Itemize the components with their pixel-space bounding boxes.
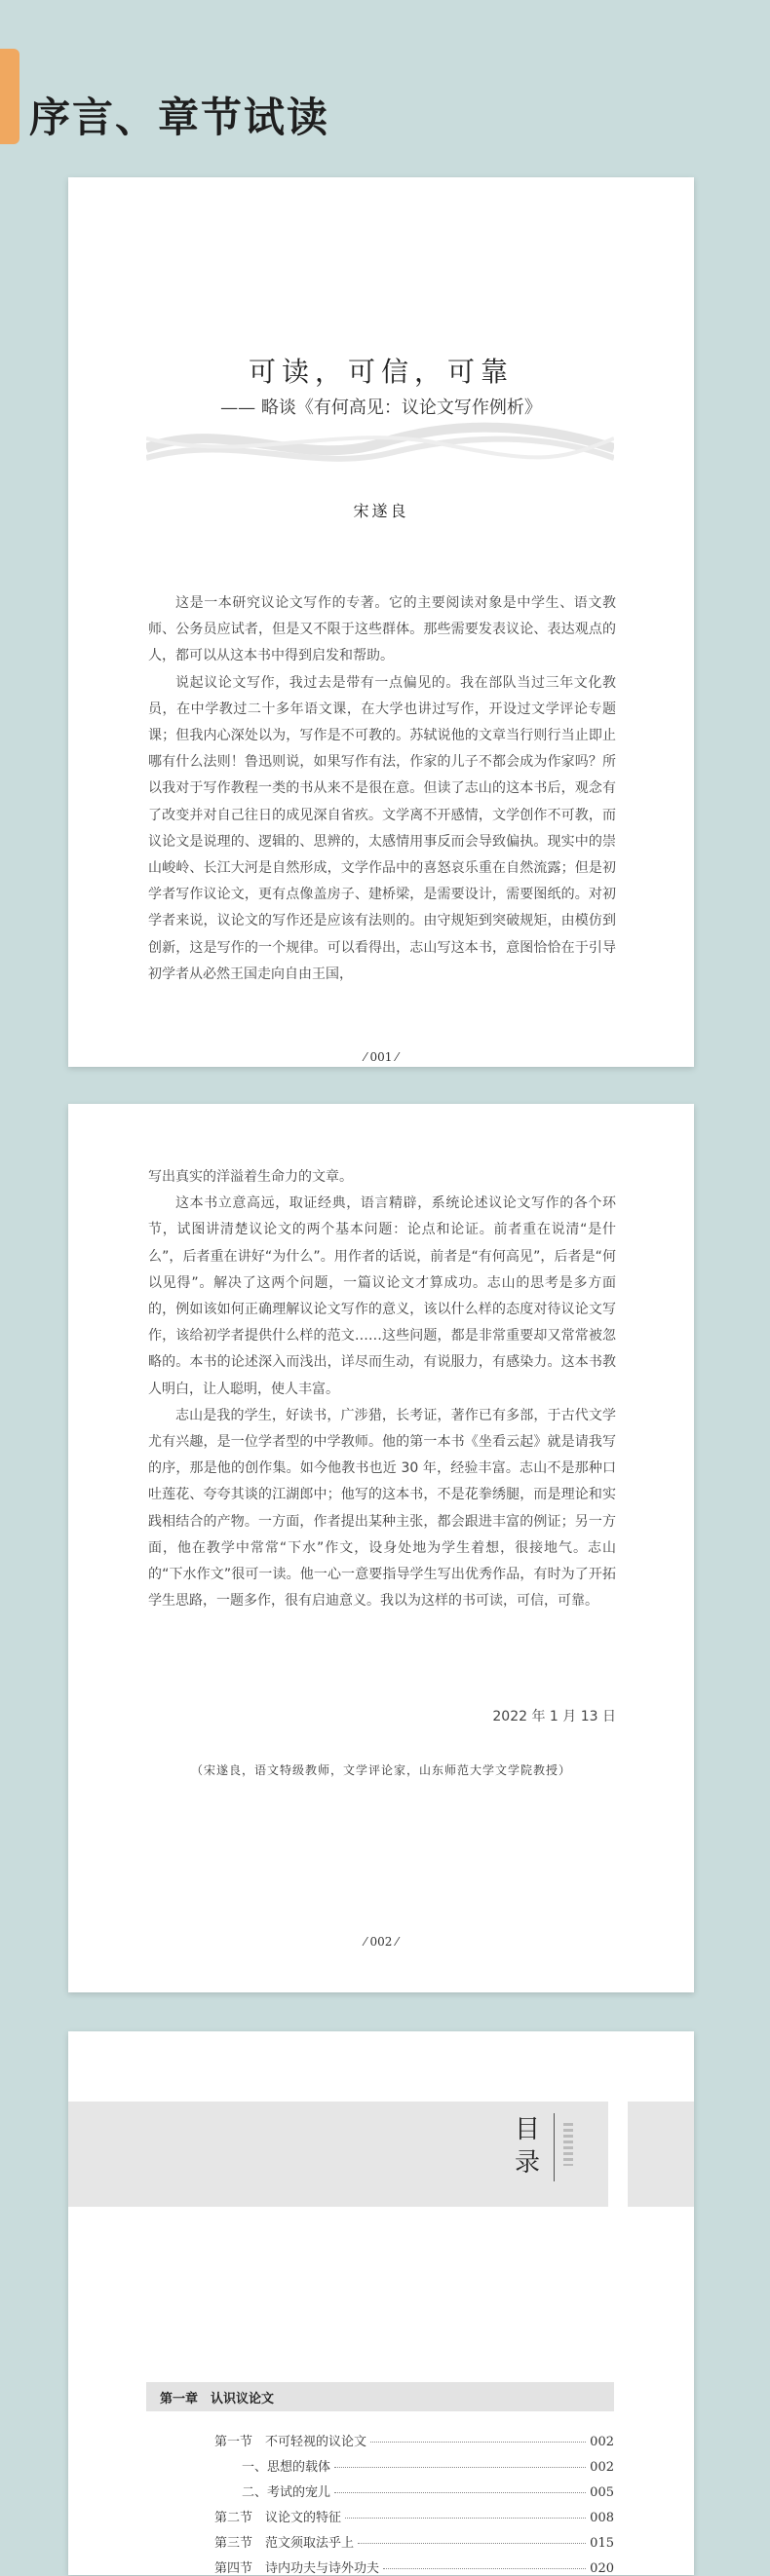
toc-entry[interactable] xyxy=(214,2507,614,2525)
paragraph: 说起议论文写作，我过去是带有一点偏见的。我在部队当过三年文化教员，在中学教过二十多年语文课，在大学也讲过写作，开设过文学评论专题课；但我内心深处以为，写作是不可教的。苏轼说他的文章当行则行当止即止哪有什么法则！鲁迅则说，如果写作有法，作家的儿子不都会成为作家吗？所以我对于写作教程一类的书从来不是很在意。但读了志山的这本书后，观念有了改变并对自己往日的成见深自省疚。文学离不开感情，文学创作不可教，而议论文是说理的、逻辑的、思辨的，太感情用事反而会导致偏执。现实中的崇山峻岭、长江大河是自然形成，文学作品中的喜怒哀乐重在自然流露；但是初学者写作议论文，更有点像盖房子、建桥梁，是需要设计，需要图纸的。对初学者来说，议论文的写作还是应该有法则的。由守规矩到突破规矩，由模仿到创新，这是写作的一个规律。可以看得出，志山写这本书，意图恰恰在于引导初学者从必然王国走向自由王国， xyxy=(148,674,616,982)
book-page-1 xyxy=(68,177,694,1067)
toc-header-band xyxy=(68,2102,694,2207)
toc-entry-label: 第三节 范文须取法乎上 xyxy=(214,2536,355,2551)
preface-body xyxy=(148,590,616,988)
paragraph: 这是一本研究议论文写作的专著。它的主要阅读对象是中学生、语文教师、公务员应试者，但是又不限于这些群体。那些需要发表议论、表达观点的人，都可以从这本书中得到启发和帮助。 xyxy=(148,595,616,664)
toc-entry-page: 020 xyxy=(590,2561,614,2576)
toc-entry-page: 002 xyxy=(590,2460,614,2475)
preface-title: 可读，可信，可靠 xyxy=(248,356,514,388)
toc-entry-label: 二、考试的宠儿 xyxy=(242,2485,331,2500)
book-page-toc xyxy=(68,2031,694,2575)
toc-entry[interactable] xyxy=(214,2431,614,2449)
toc-entry-page: 002 xyxy=(590,2435,614,2449)
paragraph: 这本书立意高远，取证经典，语言精辟，系统论述议论文写作的各个环节，试图讲清楚议论文的两个基本问题：论点和论证。前者重在说清“是什么”，后者重在讲好“为什么”。用作者的话说，前者是“有何高见”，后者是“何以见得”。解决了这两个问题，一篇议论文才算成功。志山的思考是多方面的，例如该如何正确理解议论文写作的意义，该以什么样的态度对待议论文写作，该给初学者提供什么样的范文……这些问题，都是非常重要却又常常被忽略的。本书的论述深入而浅出，详尽而生动，有说服力，有感染力。这本书教人明白，让人聪明，使人丰富。 xyxy=(148,1195,616,1397)
toc-entry[interactable] xyxy=(214,2532,614,2551)
book-page-2 xyxy=(68,1104,694,1992)
toc-leader xyxy=(370,2442,586,2443)
toc-decor xyxy=(563,2123,573,2166)
toc-divider xyxy=(554,2113,555,2181)
toc-entry[interactable] xyxy=(242,2456,614,2475)
toc-leader xyxy=(345,2518,586,2519)
author-note: （宋遂良，语文特级教师，文学评论家，山东师范大学文学院教授） xyxy=(190,1763,571,1777)
toc-entry-label: 第二节 议论文的特征 xyxy=(214,2511,342,2525)
header-accent-tab xyxy=(0,49,19,144)
toc-entry-label: 第四节 诗内功夫与诗外功夫 xyxy=(214,2561,380,2576)
toc-entry-page: 005 xyxy=(590,2485,614,2500)
toc-heading: 目录 xyxy=(514,2115,540,2178)
page-number: ⁄ 001 ⁄ xyxy=(364,1050,399,1064)
toc-entry-page: 008 xyxy=(590,2511,614,2525)
toc-leader xyxy=(383,2568,586,2569)
toc-entry[interactable] xyxy=(242,2481,614,2500)
decorative-wave xyxy=(146,409,614,477)
paragraph: 写出真实的洋溢着生命力的文章。 xyxy=(148,1169,353,1185)
preface-body-continued xyxy=(148,1164,616,1614)
toc-leader xyxy=(334,2467,586,2468)
toc-entry[interactable] xyxy=(214,2557,614,2576)
section-title: 序言、章节试读 xyxy=(29,94,330,141)
preface-date: 2022 年 1 月 13 日 xyxy=(492,1709,616,1724)
toc-entry-page: 015 xyxy=(590,2536,614,2551)
page-number: ⁄ 002 ⁄ xyxy=(364,1935,399,1949)
chapter-title: 第一章 认识议论文 xyxy=(160,2392,275,2406)
toc-entry-label: 一、思想的载体 xyxy=(242,2460,331,2475)
toc-entry-label: 第一节 不可轻视的议论文 xyxy=(214,2435,367,2449)
preface-subtitle: —— 略谈《有何高见：议论文写作例析》 xyxy=(220,398,542,418)
chapter-bar xyxy=(146,2382,614,2411)
paragraph: 志山是我的学生，好读书，广涉猎，长考证，著作已有多部，于古代文学尤有兴趣，是一位学者型的中学教师。他的第一本书《坐看云起》就是请我写的序，那是他的创作集。如今他教书也近 30 年，经验丰富。志山不是那种口吐莲花、夸夸其谈的江湖郎中；他写的这本书，不是花拳绣腿，而是理论和实践相结合的产物。一方面，作者提出某种主张，都会跟进丰富的例证；另一方面，他在教学中常常“下水”作文，设身处地为学生着想，很接地气。志山的“下水作文”很可一读。他一心一意要指导学生写出优秀作品，有时为了开拓学生思路，一题多作，很有启迪意义。我以为这样的书可读，可信，可靠。 xyxy=(148,1407,616,1610)
preface-author: 宋遂良 xyxy=(353,502,409,520)
toc-leader xyxy=(334,2492,586,2493)
toc-band-gap xyxy=(608,2102,628,2207)
toc-leader xyxy=(358,2543,586,2544)
